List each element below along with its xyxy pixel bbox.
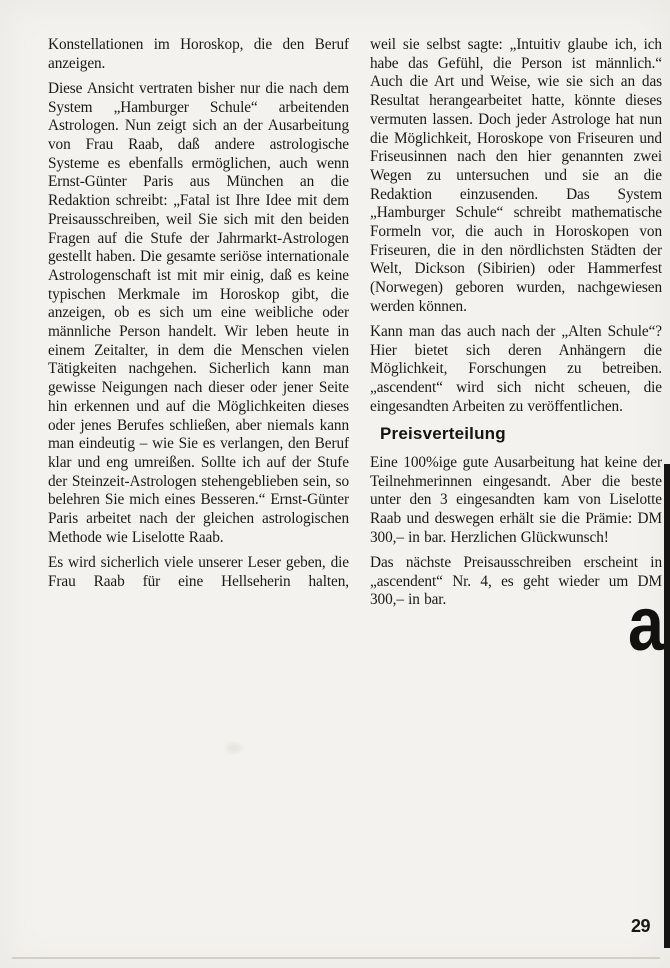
scan-edge-bar <box>664 464 670 948</box>
paragraph-das-naechste: Das nächste Preisausschreiben erscheint in „ascendent“ Nr. 4, es geht wieder um DM 300,– in bar. <box>370 554 662 609</box>
page-number: 29 <box>631 916 651 936</box>
page-bottom-rule <box>12 957 660 959</box>
paragraph-weil-sie-selbst: weil sie selbst sagte: „Intuitiv glaube ich, ich habe das Gefühl, die Person ist männlich.“ Auch die Art und Weise, wie sie sich an das Resultat herangearbeitet hatte, könnte dieses vermuten lassen. Doch jeder Astrologe hat nun die Möglichkeit, Horoskope von Friseuren und Friseusinnen nach den hier genannten zwei Wegen zu untersuchen und sie an die Redaktion einzusenden. Das System „Hamburger Schule“ schreibt mathematische Formeln vor, die auch in Horoskopen von Friseuren, die in den nördlichsten Städten der Welt, Dickson (Sibirien) oder Hammerfest (Norwegen) geboren wurden, nachgewiesen werden können. <box>370 36 662 315</box>
paragraph-konstellationen: Konstellationen im Horoskop, die den Beruf anzeigen. <box>48 36 349 72</box>
right-column <box>370 36 662 617</box>
paragraph-diese-ansicht: Diese Ansicht vertraten bisher nur die nach dem System „Hamburger Schule“ arbeitenden Astrologen. Nun zeigt sich an der Ausarbeitung von Frau Raab, daß andere astrologische Systeme es ebenfalls ermöglichen, auch wenn Ernst-Günter Paris aus München an die Redaktion schreibt: „Fatal ist Ihre Idee mit dem Preisausschreiben, weil Sie sich mit den beiden Fragen auf die Stufe der Jahrmarkt-Astrologen gestellt haben. Die gesamte seriöse internationale Astrologenschaft ist mit mir einig, daß es keine typischen Merkmale im Horoskop gibt, die anzeigen, ob es sich um eine weibliche oder männliche Person handelt. Wir leben heute in einem Zeitalter, in dem die Menschen vielen Tätigkeiten nachgehen. Sicherlich kann man gewisse Neigungen nach dieser oder jener Seite hin erkennen und auf die Möglichkeiten dieses oder jenes Berufes schließen, aber niemals kann man eindeutig – wie Sie es verlangen, den Beruf klar und eng umreißen. Sollte ich auf der Stufe der Steinzeit-Astrologen stehengeblieben sein, so belehren Sie mich eines Besseren.“ Ernst-Günter Paris arbeitet nach der gleichen astrologischen Methode wie Liselotte Raab. <box>48 79 349 546</box>
section-heading-preisverteilung: Preisverteilung <box>380 424 506 444</box>
scan-smudge <box>226 743 242 753</box>
left-column <box>48 36 349 598</box>
ascendent-logo-a-icon: a <box>628 582 664 667</box>
paragraph-eine-100-prozent: Eine 100%ige gute Ausarbeitung hat keine der Teilnehmerinnen eingesandt. Aber die beste unter den 3 eingesandten kam von Liselotte Raab und deswegen erhält sie die Prämie: DM 300,– in bar. Herzlichen Glückwunsch! <box>370 454 662 546</box>
paragraph-kann-man-das: Kann man das auch nach der „Alten Schule“? Hier bietet sich deren Anhängern die Möglichkeit, Forschungen zu betreiben. „ascendent“ wird sich nicht scheuen, die eingesandten Arbeiten zu veröffentlichen. <box>370 323 662 415</box>
paragraph-es-wird: Es wird sicherlich viele unserer Leser geben, die Frau Raab für eine Hellseherin halten, <box>48 553 349 590</box>
